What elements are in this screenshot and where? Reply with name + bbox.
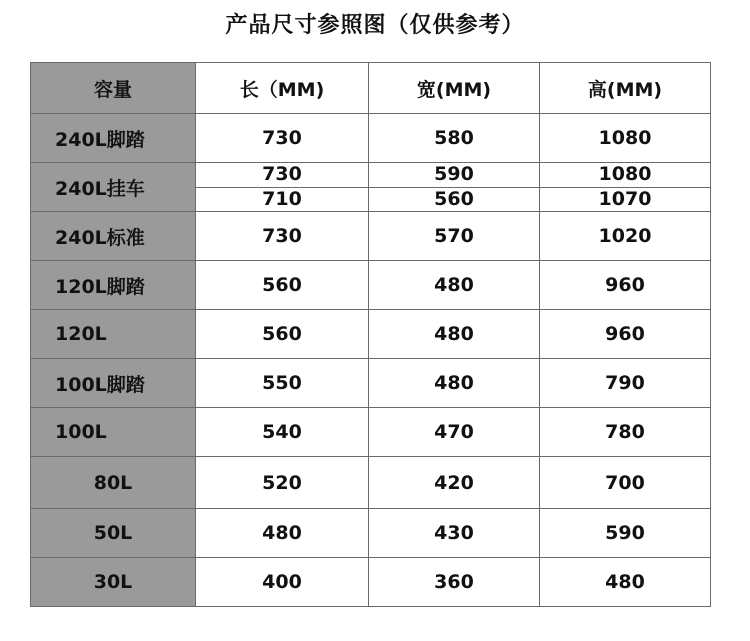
length-cell	[196, 163, 369, 212]
height-cell: 960	[540, 261, 711, 310]
table-row	[31, 310, 711, 359]
table-row	[31, 261, 711, 310]
width-value: 590	[434, 163, 474, 186]
height-cell: 590	[540, 509, 711, 558]
length-cell: 550	[196, 359, 369, 408]
capacity-cell: 30L	[31, 558, 196, 607]
length-cell: 560	[196, 310, 369, 359]
height-cell: 480	[540, 558, 711, 607]
table-row	[31, 558, 711, 607]
width-cell: 470	[369, 408, 540, 457]
length-cell: 560	[196, 261, 369, 310]
header-width: 宽(MM)	[369, 63, 540, 114]
capacity-cell: 80L	[31, 457, 196, 509]
table-row	[31, 212, 711, 261]
capacity-cell: 120L	[31, 310, 196, 359]
width-cell: 480	[369, 310, 540, 359]
header-height: 高(MM)	[540, 63, 711, 114]
length-cell: 730	[196, 212, 369, 261]
length-cell: 480	[196, 509, 369, 558]
capacity-cell: 240L脚踏	[31, 114, 196, 163]
table-row	[31, 408, 711, 457]
height-value: 1080	[598, 163, 652, 186]
capacity-cell: 240L挂车	[31, 163, 196, 212]
header-length: 长（MM)	[196, 63, 369, 114]
table-row	[31, 114, 711, 163]
height-cell: 780	[540, 408, 711, 457]
width-value-alt: 560	[369, 187, 539, 212]
length-cell: 520	[196, 457, 369, 509]
height-cell: 960	[540, 310, 711, 359]
capacity-cell: 100L脚踏	[31, 359, 196, 408]
length-cell: 730	[196, 114, 369, 163]
width-cell: 580	[369, 114, 540, 163]
width-cell: 480	[369, 261, 540, 310]
table-row	[31, 457, 711, 509]
table-row	[31, 359, 711, 408]
table-row	[31, 509, 711, 558]
capacity-cell: 120L脚踏	[31, 261, 196, 310]
width-cell: 360	[369, 558, 540, 607]
height-cell	[540, 163, 711, 212]
height-cell: 700	[540, 457, 711, 509]
capacity-cell: 100L	[31, 408, 196, 457]
length-value: 730	[262, 163, 302, 186]
width-cell	[369, 163, 540, 212]
header-capacity: 容量	[31, 63, 196, 114]
width-cell: 420	[369, 457, 540, 509]
width-cell: 570	[369, 212, 540, 261]
capacity-cell: 50L	[31, 509, 196, 558]
height-cell: 790	[540, 359, 711, 408]
page-title: 产品尺寸参照图（仅供参考）	[225, 13, 525, 38]
width-cell: 480	[369, 359, 540, 408]
table-header-row	[31, 63, 711, 114]
height-value-alt: 1070	[540, 187, 710, 212]
size-table	[30, 62, 711, 607]
length-value-alt: 710	[196, 187, 368, 212]
length-cell: 400	[196, 558, 369, 607]
length-cell: 540	[196, 408, 369, 457]
height-cell: 1080	[540, 114, 711, 163]
capacity-cell: 240L标准	[31, 212, 196, 261]
height-cell: 1020	[540, 212, 711, 261]
table-row	[31, 163, 711, 212]
width-cell: 430	[369, 509, 540, 558]
